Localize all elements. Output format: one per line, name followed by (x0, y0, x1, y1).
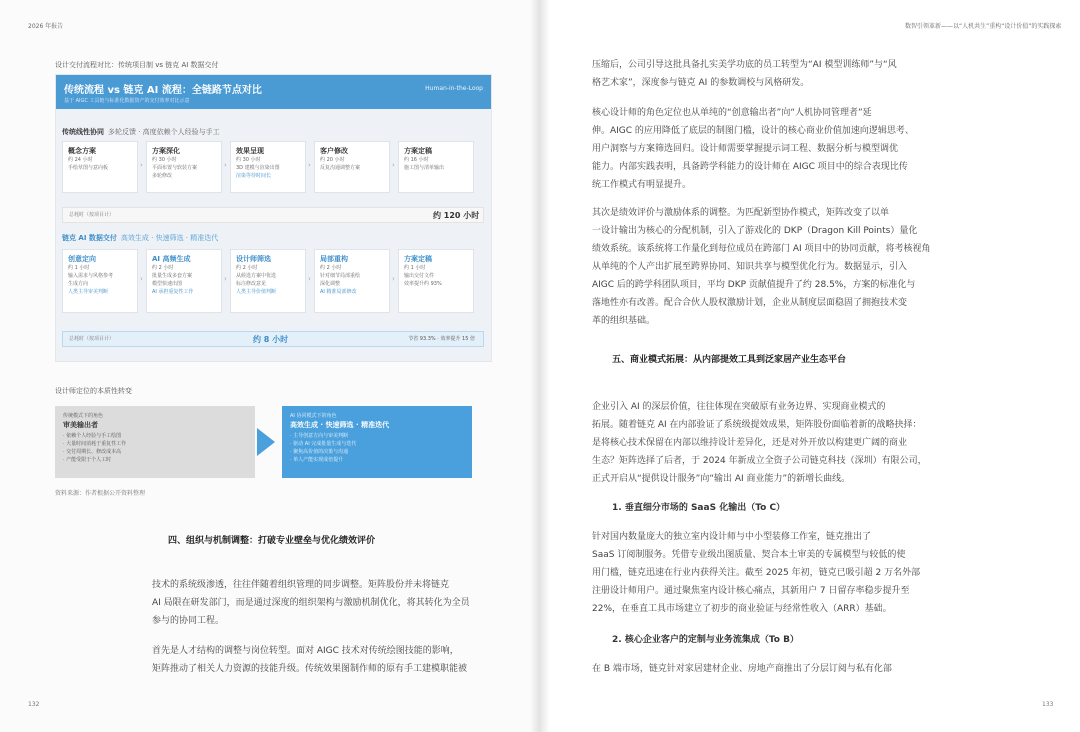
role-box-line: · 聚焦高价值的决策与沟通 (290, 449, 349, 455)
left-paragraph-1 (152, 576, 470, 630)
ai-card-1 (62, 249, 138, 313)
transition-arrow-icon (257, 428, 275, 456)
card-line: 约 2 小时 (152, 265, 174, 271)
page-number-right: 133 (1042, 701, 1054, 708)
right-paragraph-1 (592, 56, 897, 92)
running-head-left: 2026 年报告 (28, 23, 64, 30)
traditional-total-value: 约 120 小时 (433, 211, 480, 220)
card-title: 局部重构 (320, 255, 348, 263)
trad-card-5 (398, 141, 474, 193)
card-line: 施工图与清单输出 (404, 165, 445, 171)
card-line: 模型快速出图 (152, 281, 183, 287)
figure1-header (56, 75, 491, 109)
role-box-line: · 主导创意方向与审美判断 (290, 433, 349, 439)
card-note: AI 承担重复性工作 (152, 289, 194, 295)
ai-tag: 高效生成 · 快速筛选 · 精准迭代 (120, 234, 219, 242)
text-line: 革的组织基础。 (592, 316, 656, 326)
text-line: 正式开启从“提供设计服务”向“输出 AI 商业能力”的新增长曲线。 (592, 474, 851, 484)
right-page (540, 0, 1080, 732)
text-line: 用门槛，链克迅速在行业内获得关注。截至 2025 年初，链克已吸引超 2 万名外部 (592, 568, 921, 578)
card-line: 效率提升约 93% (404, 281, 442, 287)
text-line: 绩效系统。该系统将工作量化到每位成员在跨部门 AI 项目中的协同贡献，将考核视角 (592, 244, 931, 254)
card-line: 输出交付文件 (404, 273, 435, 279)
card-title: 创意定向 (68, 255, 96, 263)
page-number-left: 132 (28, 701, 40, 708)
ai-card-2 (146, 249, 222, 313)
card-note: 人类主导价值判断 (236, 289, 277, 295)
trad-card-4 (314, 141, 390, 193)
text-line: 从单纯的个人产出扩展至跨界协同、知识共享与模型优化行为。数据显示，引入 (592, 262, 908, 272)
figure1-caption: 设计交付流程对比：传统项目制 vs 链克 AI 数据交付 (55, 61, 219, 69)
card-line: 手绘草图与意向板 (68, 165, 109, 171)
figure1-subtitle: 基于 AIGC 工具链与标准化数据资产的交付效率对比示意 (64, 98, 190, 104)
figure2-caption: 设计师定位的本质性转变 (55, 387, 132, 395)
arrow-right-icon: › (224, 161, 227, 169)
text-line: 统工作模式有明显提升。 (592, 180, 692, 190)
card-line: 深化调整 (320, 281, 341, 287)
card-title: 效果呈现 (236, 147, 264, 155)
card-line: 约 1 小时 (404, 265, 426, 271)
trad-card-2 (146, 141, 222, 193)
ai-total-saving: 节省 93.3% · 效率提升 15 倍 (408, 336, 475, 342)
role-box-line: · 驱动 AI 完成批量生成与迭代 (290, 441, 357, 447)
text-line: 企业引入 AI 的深层价值，往往体现在突破原有业务边界、实现商业模式的 (592, 402, 886, 412)
text-line: 一设计输出为核心的分配机制，引入了游戏化的 DKP（Dragon Kill Points）量化 (592, 226, 918, 236)
card-line: 约 24 小时 (68, 157, 93, 163)
book-gutter-shadow (530, 0, 550, 732)
text-line: 22%，在垂直工具市场建立了初步的商业验证与经常性收入（ARR）基础。 (592, 604, 892, 614)
section4-heading: 四、组织与机制调整：打破专业壁垒与优化绩效评价 (168, 536, 376, 546)
text-line: 拓展。随着链克 AI 在内部验证了系统级提效成果，矩阵股份面临着新的战略抉择： (592, 420, 922, 430)
figure1-title: 传统流程 vs 链克 AI 流程：全链路节点对比 (64, 85, 262, 96)
role-box-line: · 产能受限于个人工时 (63, 457, 112, 463)
card-title: 概念方案 (68, 147, 96, 155)
card-line: 约 2 小时 (236, 265, 258, 271)
text-line: 用户洞察与方案筛选回归。设计师需要掌握提示词工程、数据分析与模型调优 (592, 144, 899, 154)
text-line: 在 B 端市场，链克针对家居建材企业、房地产商推出了分层订阅与私有化部 (592, 664, 892, 674)
arrow-right-icon: › (392, 275, 395, 283)
arrow-right-icon: › (392, 161, 395, 169)
card-note: 渲染等待时间长 (236, 173, 272, 179)
left-paragraph-2 (152, 642, 467, 678)
card-title: 方案深化 (152, 147, 180, 155)
text-line: AI 局限在研发部门，而是通过深度的组织架构与激励机制优化，将其转化为全员 (152, 598, 470, 608)
text-line: 技术的系统级渗透，往往伴随着组织管理的同步调整。矩阵股份并未将链克 (152, 580, 450, 590)
right-paragraph-5 (592, 528, 920, 618)
arrow-right-icon: › (308, 275, 311, 283)
card-line: 约 20 小时 (320, 157, 345, 163)
card-line: 约 2 小时 (320, 265, 342, 271)
ai-card-3 (230, 249, 306, 313)
ai-total-label: 总耗时（按项目计） (69, 336, 115, 342)
card-line: 反复沟通调整方案 (320, 165, 361, 171)
ai-total-bar (62, 331, 484, 347)
card-title: 客户修改 (320, 147, 348, 155)
card-line: 多轮修改 (152, 173, 173, 179)
text-line: 其次是绩效评价与激励体系的调整。为匹配新型协作模式，矩阵改变了以单 (592, 208, 890, 218)
text-line: 伸。AIGC 的应用降低了底层的制图门槛，设计的核心商业价值加速向逻辑思考、 (592, 126, 914, 136)
trad-card-1 (62, 141, 138, 193)
card-line: 输入需求与风格参考 (68, 273, 114, 279)
figure1-badge: Human-in-the-Loop (425, 85, 483, 92)
trad-card-3 (230, 141, 306, 193)
text-line: SaaS 订阅制服务。凭借专业级出图质量、契合本土审美的专属模型与较低的使 (592, 550, 906, 560)
traditional-row-label (62, 127, 220, 137)
figure2-source: 资料来源：作者根据公开资料整理 (55, 490, 146, 497)
subsection2-heading: 2. 核心企业客户的定制与业务流集成（To B） (612, 635, 799, 645)
ai-role-box (282, 406, 472, 478)
ai-card-5 (398, 249, 474, 313)
card-line: 批量生成多套方案 (152, 273, 193, 279)
right-paragraph-3 (592, 204, 931, 330)
card-title: AI 高频生成 (152, 255, 191, 263)
traditional-total-label: 总耗时（按项目计） (69, 212, 115, 218)
arrow-right-icon: › (308, 161, 311, 169)
right-paragraph-6 (592, 660, 892, 678)
running-head-right: 数智引领革新——以“人机共生”重构“设计价值”的实践探索 (905, 23, 1062, 30)
ai-total-value: 约 8 小时 (253, 335, 289, 344)
role-box-title: 审美输出者 (63, 421, 98, 429)
card-line: 针对细节局部重绘 (320, 273, 361, 279)
arrow-right-icon: › (140, 161, 143, 169)
text-line: 首先是人才结构的调整与岗位转型。面对 AIGC 技术对传统绘图技能的影响， (152, 646, 459, 656)
text-line: 压缩后，公司引导这批具备扎实美学功底的员工转型为“AI 模型训练师”与“风 (592, 60, 897, 70)
card-line: 从候选方案中优选 (236, 273, 277, 279)
text-line: 参与的协同工程。 (152, 616, 225, 626)
card-title: 方案定稿 (404, 147, 432, 155)
traditional-label: 传统线性协同 (62, 128, 104, 136)
text-line: 核心设计师的角色定位也从单纯的“创意输出者”向“人机协同管理者”延 (592, 108, 872, 118)
role-box-title: 高效生成 · 快速筛选 · 精准迭代 (290, 421, 390, 429)
right-paragraph-2 (592, 104, 914, 194)
card-line: 3D 建模与渲染出图 (236, 165, 280, 171)
traditional-total-bar (62, 207, 484, 223)
card-line: 标注修改意见 (236, 281, 267, 287)
card-line: 约 30 小时 (236, 157, 261, 163)
card-line: 约 16 小时 (404, 157, 429, 163)
text-line: 落地性亦有改善。配合合伙人股权激励计划，企业从制度层面稳固了拥抱技术变 (592, 298, 908, 308)
text-line: 矩阵推动了相关人力资源的技能升级。传统效果图制作师的原有手工建模职能被 (152, 664, 468, 674)
subsection1-heading: 1. 垂直细分市场的 SaaS 化输出（To C） (612, 503, 786, 513)
role-box-line: · 大量时间消耗于重复性工作 (63, 441, 127, 447)
ai-card-4 (314, 249, 390, 313)
text-line: 针对国内数量庞大的独立室内设计师与中小型装修工作室，链克推出了 (592, 532, 872, 542)
arrow-right-icon: › (140, 275, 143, 283)
text-line: 生态？矩阵选择了后者，于 2024 年新成立全资子公司链克科技（深圳）有限公司， (592, 456, 927, 466)
card-line: 约 30 小时 (152, 157, 177, 163)
role-box-line: · 依赖个人经验与手工绘图 (63, 433, 122, 439)
traditional-role-box (55, 406, 255, 478)
card-note: AI 精准局部修改 (320, 289, 357, 295)
text-line: 是将核心技术保留在内部以维持设计差异化，还是对外开放以构建更广阔的商业 (592, 438, 908, 448)
card-title: 设计师筛选 (236, 255, 271, 263)
text-line: 格艺术家”，深度参与链克 AI 的参数调校与风格研发。 (592, 78, 810, 88)
traditional-tag: 多轮反馈 · 高度依赖个人经验与手工 (108, 128, 220, 136)
role-box-line: · 交付周期长、修改成本高 (63, 449, 122, 455)
card-line: 平面布置与软装方案 (152, 165, 198, 171)
card-line: 生成方向 (68, 281, 89, 287)
card-title: 方案定稿 (404, 255, 432, 263)
role-box-kicker: AI 协同模式下的角色 (290, 413, 337, 419)
card-note: 人类主导审美判断 (68, 289, 109, 295)
text-line: 能力。内部实践表明，具备跨学科能力的设计师在 AIGC 项目中的综合表现比传 (592, 162, 908, 172)
role-box-line: · 单人产能实现成倍提升 (290, 457, 344, 463)
text-line: 注册设计师用户。通过聚焦室内设计核心痛点，其新用户 7 日留存率稳步提升至 (592, 586, 910, 596)
card-line: 约 1 小时 (68, 265, 90, 271)
text-line: AIGC 后的跨学科团队项目，平均 DKP 贡献值提升了约 28.5%，方案的标准化与 (592, 280, 916, 290)
right-paragraph-4 (592, 398, 927, 488)
process-comparison-figure (55, 74, 492, 362)
section5-heading: 五、商业模式拓展：从内部提效工具到泛家居产业生态平台 (612, 355, 847, 365)
ai-label: 链克 AI 数据交付 (62, 234, 117, 242)
arrow-right-icon: › (224, 275, 227, 283)
ai-row-label (62, 233, 218, 243)
role-box-kicker: 传统模式下的角色 (63, 413, 104, 419)
